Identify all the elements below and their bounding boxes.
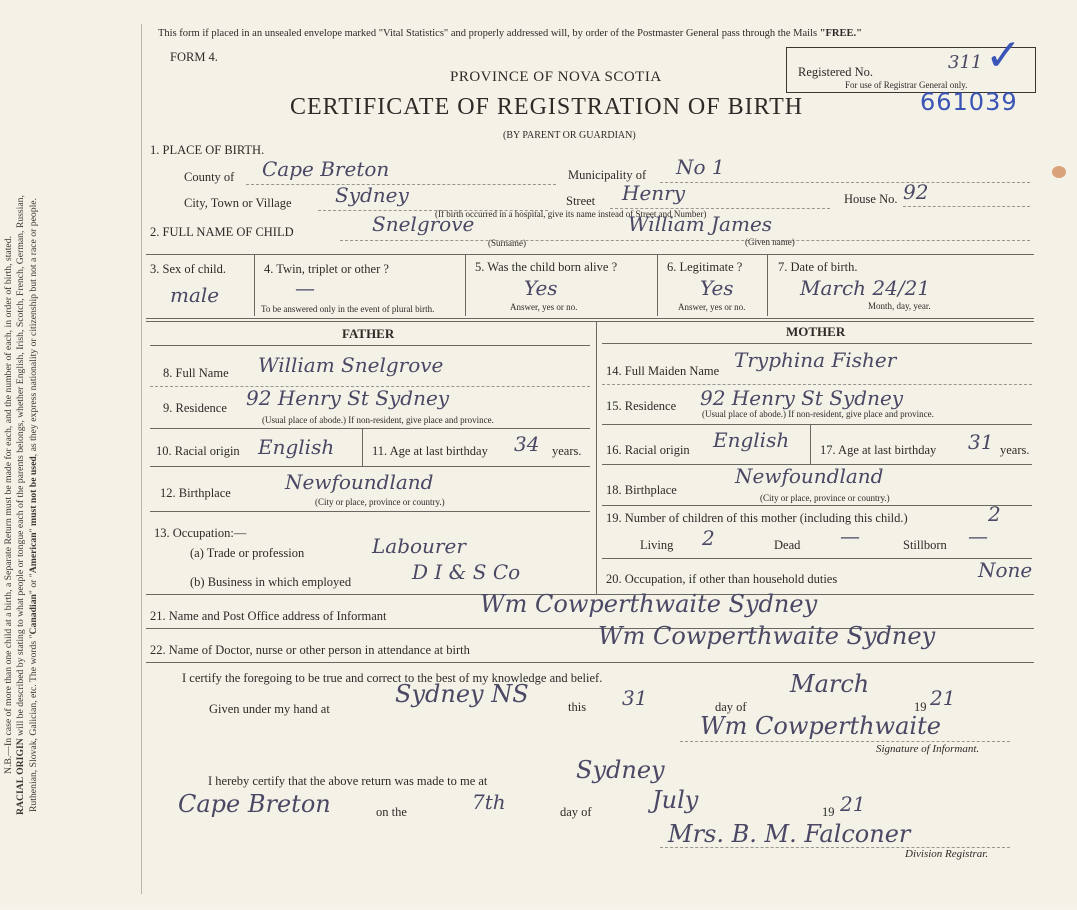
alive-note: Answer, yes or no. <box>510 302 578 312</box>
father-race-label: 10. Racial origin <box>156 444 240 458</box>
registrar-county-value: Cape Breton <box>178 790 331 818</box>
father-heading-rule <box>150 345 590 346</box>
row-line <box>150 466 590 467</box>
father-heading: FATHER <box>342 326 395 341</box>
father-trade-label: (a) Trade or profession <box>190 546 305 560</box>
father-age-label: 11. Age at last birthday <box>372 444 488 458</box>
registered-note: For use of Registrar General only. <box>845 80 968 90</box>
certify-month-value: March <box>790 670 870 698</box>
side-note-emphasis: American <box>27 532 39 574</box>
side-note-line <box>28 100 41 910</box>
municipality-line <box>660 182 1030 183</box>
surname-caption: (Surname) <box>488 238 526 248</box>
father-business-value: D I & S Co <box>412 560 521 584</box>
side-note-line <box>15 100 28 910</box>
city-label: City, Town or Village <box>184 196 292 210</box>
child-surname-value: Snelgrove <box>372 212 475 236</box>
row-line <box>150 511 590 512</box>
side-note-text: , as they express nationality or citizenship but not a race or people. <box>27 197 39 457</box>
dead-label: Dead <box>774 538 801 552</box>
stillborn-value: — <box>968 524 988 548</box>
registrar-year-prefix: 19 <box>822 805 835 819</box>
hospital-note: (If birth occurred in a hospital, give its name instead of Street and Number) <box>435 209 707 219</box>
mother-children-value: 2 <box>988 502 1001 526</box>
on-the-label: on the <box>376 805 407 819</box>
mail-notice-text: This form if placed in an unsealed envelope marked "Vital Statistics" and properly addressed will, by order of the Postmaster General pass through the Mails <box>158 28 818 39</box>
child-name-label: 2. FULL NAME OF CHILD <box>150 225 294 239</box>
side-note-emphasis: must not be used <box>27 456 39 526</box>
house-label: House No. <box>844 192 898 206</box>
mother-heading: MOTHER <box>786 324 846 339</box>
certificate-title: CERTIFICATE OF REGISTRATION OF BIRTH <box>290 94 804 120</box>
father-birthplace-note: (City or place, province or country.) <box>315 497 445 507</box>
cell-divider <box>362 428 363 466</box>
dead-value: — <box>840 524 860 548</box>
mother-heading-rule <box>602 343 1032 344</box>
street-label: Street <box>566 194 596 208</box>
cell-divider <box>465 254 466 316</box>
side-note-text: will be described by stating to what people or tongue each of the parents belongs, whether English, Irish, Scotch, French, German, Russian, <box>15 195 27 739</box>
informant-label: 21. Name and Post Office address of Informant <box>150 609 387 623</box>
checkmark-icon: ✓ <box>985 30 1022 81</box>
registrar-month-value: July <box>652 786 699 814</box>
father-age-value: 34 <box>514 432 540 456</box>
child-name-line <box>340 240 1030 241</box>
registrar-statement: I hereby certify that the above return was made to me at <box>208 774 488 788</box>
father-years: years. <box>552 444 582 458</box>
father-residence-value: 92 Henry St Sydney <box>246 386 450 410</box>
registrar-signature: Mrs. B. M. Falconer <box>668 820 911 848</box>
side-instructions <box>0 100 120 910</box>
side-note-text: " or " <box>27 573 39 595</box>
municipality-label: Municipality of <box>568 168 647 182</box>
father-business-label: (b) Business in which employed <box>190 575 352 589</box>
given-label: Given under my hand at <box>209 702 330 716</box>
side-note-line: N.B.—In case of more than one child at a birth, a Separate Return must be made for each, and the number of each, in order of birth, stated. <box>2 236 14 775</box>
mother-occupation-value: None <box>978 558 1033 582</box>
mother-children-label: 19. Number of children of this mother (including this child.) <box>606 511 908 525</box>
mother-birthplace-label: 18. Birthplace <box>606 483 677 497</box>
row-border <box>146 318 1034 319</box>
living-label: Living <box>640 538 674 552</box>
certify-year-value: 21 <box>930 686 956 710</box>
row-line <box>602 505 1032 506</box>
twin-value: — <box>295 276 315 300</box>
dob-value: March 24/21 <box>800 276 931 300</box>
alive-label: 5. Was the child born alive ? <box>475 260 618 274</box>
racial-origin-heading: RACIAL ORIGIN <box>15 738 27 815</box>
mother-race-value: English <box>713 428 790 452</box>
certify-day-value: 31 <box>622 686 648 710</box>
registrar-title: Division Registrar. <box>905 848 989 860</box>
form-number: FORM 4. <box>170 50 218 64</box>
row-line <box>150 428 590 429</box>
cell-divider <box>254 254 255 316</box>
abode-note-a: (Usual place of abode.) <box>262 415 346 425</box>
registered-value: 311 <box>948 52 983 73</box>
row-line <box>602 558 1032 559</box>
mail-notice <box>158 28 862 39</box>
registrar-day-value: 7th <box>472 790 506 814</box>
mother-name-value: Tryphina Fisher <box>734 348 897 372</box>
mother-birthplace-note: (City or place, province or country.) <box>760 493 890 503</box>
father-abode-note <box>262 415 494 425</box>
signature-line <box>680 741 1010 742</box>
certificate-subtitle: (BY PARENT OR GUARDIAN) <box>503 130 636 141</box>
row-line <box>602 424 1032 425</box>
given-place-value: Sydney NS <box>395 680 529 708</box>
sex-label: 3. Sex of child. <box>150 262 227 276</box>
father-trade-value: Labourer <box>372 534 466 558</box>
certify-statement: I certify the foregoing to be true and correct to the best of my knowledge and belief. <box>182 671 603 685</box>
mother-residence-label: 15. Residence <box>606 399 677 413</box>
mother-age-value: 31 <box>968 430 994 454</box>
registrar-place-value: Sydney <box>576 756 665 784</box>
informant-value: Wm Cowperthwaite Sydney <box>480 590 818 618</box>
city-value: Sydney <box>335 183 409 207</box>
legitimate-value: Yes <box>700 276 734 300</box>
side-note-emphasis: Canadian <box>27 594 39 635</box>
side-note-text: " <box>27 525 39 533</box>
twin-label: 4. Twin, triplet or other ? <box>264 262 389 276</box>
twin-note: To be answered only in the event of plural birth. <box>261 304 435 314</box>
mail-notice-free: "FREE." <box>819 28 862 39</box>
side-note-text: Ruthenian, Slovak, Galician, etc. The words " <box>27 634 39 813</box>
place-heading: 1. PLACE OF BIRTH. <box>150 143 265 157</box>
mother-residence-value: 92 Henry St Sydney <box>700 386 904 410</box>
mother-age-label: 17. Age at last birthday <box>820 443 937 457</box>
row-border <box>146 662 1034 663</box>
father-occupation-label: 13. Occupation:— <box>154 526 247 540</box>
registry-stamp: 661039 <box>920 88 1018 116</box>
house-value: 92 <box>903 180 929 204</box>
row-border <box>146 321 1034 322</box>
stillborn-label: Stillborn <box>903 538 947 552</box>
margin-rule <box>141 24 142 894</box>
registered-label: Registered No. <box>798 65 873 79</box>
mother-race-label: 16. Racial origin <box>606 443 690 457</box>
row-border <box>146 254 1034 255</box>
father-birthplace-value: Newfoundland <box>285 470 434 494</box>
municipality-value: No 1 <box>676 155 725 179</box>
doctor-label: 22. Name of Doctor, nurse or other person in attendance at birth <box>150 643 470 657</box>
row-line <box>602 384 1032 385</box>
given-caption: (Given name) <box>745 237 795 247</box>
sex-value: male <box>170 283 220 307</box>
father-name-value: William Snelgrove <box>258 353 444 377</box>
cell-divider <box>810 424 811 464</box>
mother-abode-note: (Usual place of abode.) If non-resident, give place and province. <box>702 409 934 419</box>
cell-divider <box>767 254 768 316</box>
certify-dayof-label: day of <box>715 700 747 714</box>
ink-stain <box>1052 166 1066 178</box>
father-residence-label: 9. Residence <box>163 401 227 415</box>
alive-value: Yes <box>524 276 558 300</box>
cell-divider <box>657 254 658 316</box>
mother-name-label: 14. Full Maiden Name <box>606 364 720 378</box>
father-race-value: English <box>258 435 335 459</box>
this-label: this <box>568 700 587 714</box>
registrar-dayof-label: day of <box>560 805 592 819</box>
father-birthplace-label: 12. Birthplace <box>160 486 231 500</box>
doctor-value: Wm Cowperthwaite Sydney <box>598 622 936 650</box>
house-line <box>903 206 1030 207</box>
living-value: 2 <box>702 526 715 550</box>
abode-note-b: If non-resident, give place and province. <box>348 415 494 425</box>
mother-years: years. <box>1000 443 1030 457</box>
county-label: County of <box>184 170 235 184</box>
province-heading: PROVINCE OF NOVA SCOTIA <box>450 69 662 85</box>
street-value: Henry <box>622 181 686 205</box>
certify-year-prefix: 19 <box>914 700 927 714</box>
informant-signature: Wm Cowperthwaite <box>700 712 941 740</box>
mother-occupation-label: 20. Occupation, if other than household duties <box>606 572 838 586</box>
parents-divider <box>596 322 597 594</box>
county-value: Cape Breton <box>262 157 390 181</box>
dob-note: Month, day, year. <box>868 301 931 311</box>
mother-birthplace-value: Newfoundland <box>735 464 884 488</box>
signature-caption: Signature of Informant. <box>876 743 980 755</box>
child-given-value: William James <box>628 212 773 236</box>
father-name-label: 8. Full Name <box>163 366 229 380</box>
legitimate-note: Answer, yes or no. <box>678 302 746 312</box>
dob-label: 7. Date of birth. <box>778 260 858 274</box>
legitimate-label: 6. Legitimate ? <box>667 260 743 274</box>
registrar-year-value: 21 <box>840 792 866 816</box>
